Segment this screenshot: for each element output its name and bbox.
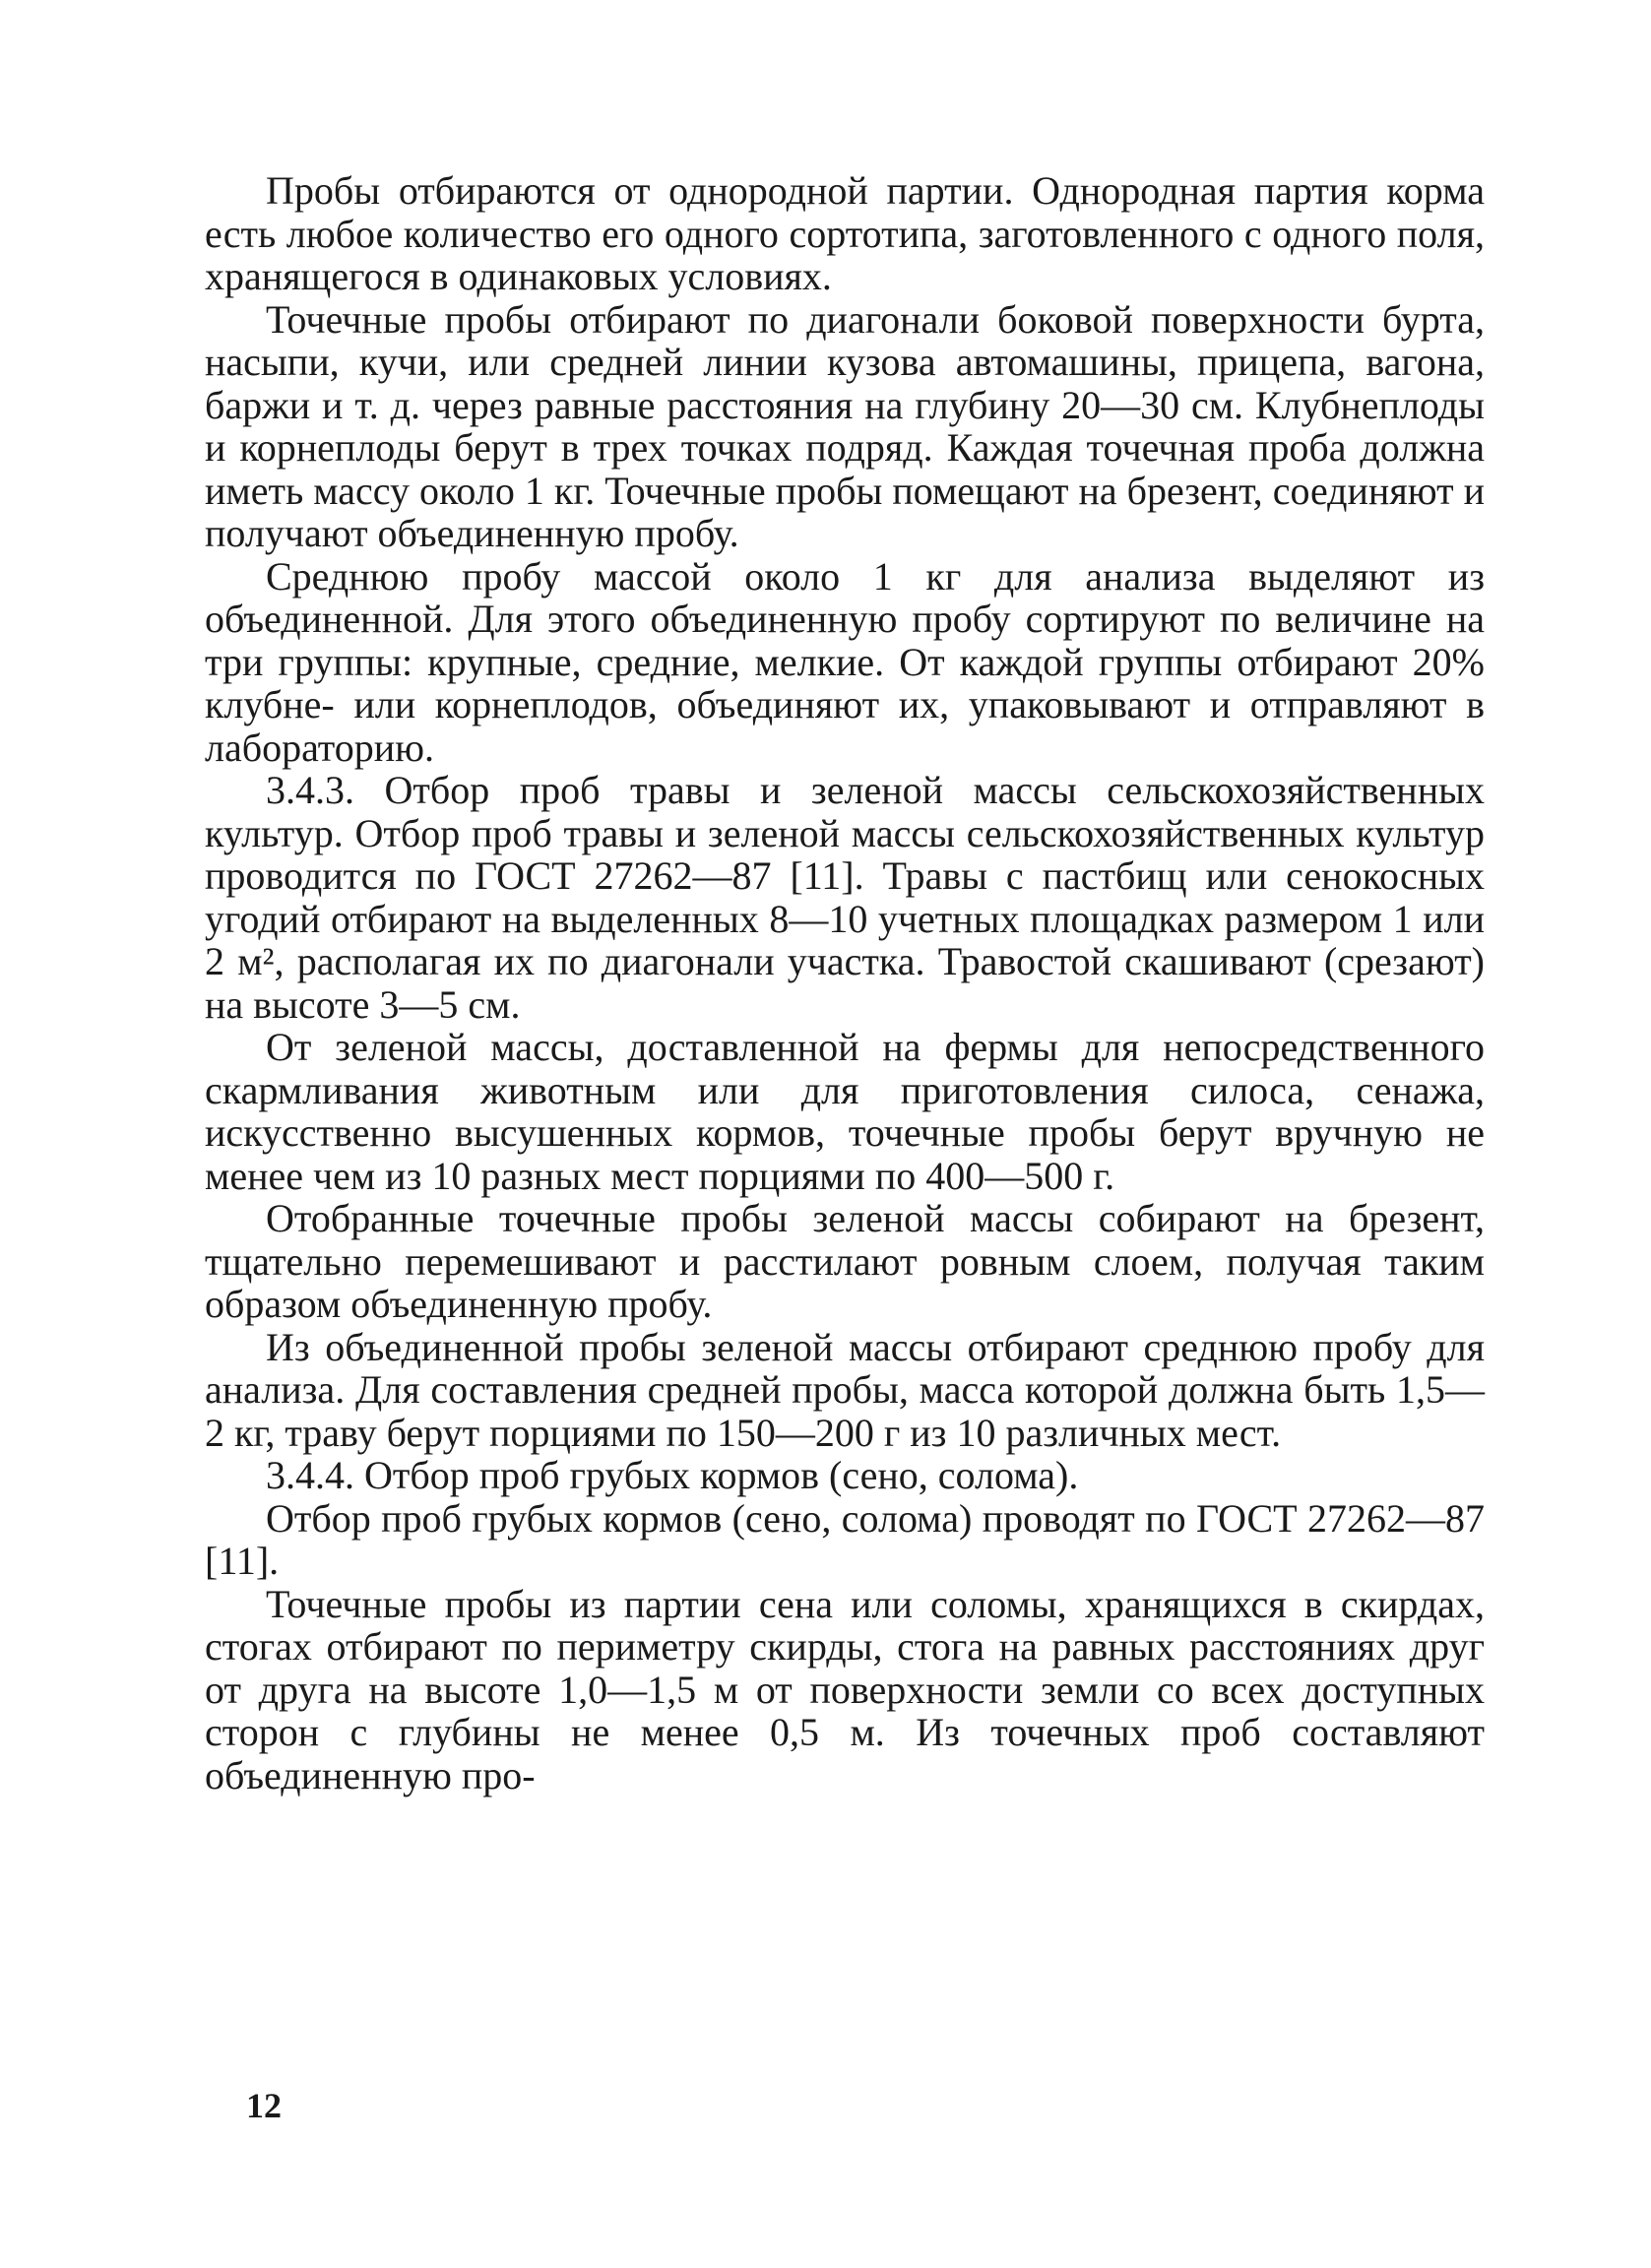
paragraph-section-3-4-4-heading: 3.4.4. Отбор проб грубых кормов (сено, солома). xyxy=(266,1453,1079,1497)
paragraph-point-samples: Точечные пробы отбирают по диагонали боковой поверхности бурта, насыпи, кучи, или средней линии кузова автомашины, прицепа, вагона, баржи и т. д. через равные расстояния на глубину 20—30 см. Клубнеплоды и корнеплоды берут в трех точках подряд. Каждая точечная проба должна иметь массу около 1 кг. Точечные пробы помещают на брезент, соединяют и получают объединенную пробу. xyxy=(205,296,1485,555)
page-number: 12 xyxy=(246,2086,282,2125)
paragraph-uniform-batch: Пробы отбираются от однородной партии. Однородная партия корма есть любое количество его одного сортотипа, заготовленного с одного поля, хранящегося в одинаковых условиях. xyxy=(205,168,1485,298)
paragraph-hay-straw: Точечные пробы из партии сена или соломы, хранящихся в скирдах, стогах отбирают по периметру скирды, стога на равных расстояниях друг от друга на высоте 1,0—1,5 м от поверхности земли со всех доступных сторон с глубины не менее 0,5 м. Из точечных проб составляют объединенную про- xyxy=(205,1581,1485,1797)
paragraph-selected-samples: Отобранные точечные пробы зеленой массы собирают на брезент, тщательно перемешивают и расстилают ровным слоем, получая таким образом объединенную пробу. xyxy=(205,1196,1485,1326)
paragraph-combined-sample: Из объединенной пробы зеленой массы отбирают среднюю пробу для анализа. Для составления средней пробы, масса которой должна быть 1,5—2 кг, траву берут порциями по 150—200 г из 10 различных мест. xyxy=(205,1324,1485,1455)
paragraph-section-3-4-3: 3.4.3. Отбор проб травы и зеленой массы сельскохозяйственных культур. Отбор проб травы и зеленой массы сельскохозяйственных культур проводится по ГОСТ 27262—87 [11]. Травы с пастбищ или сенокосных угодий отбирают на выделенных 8—10 учетных площадках размером 1 или 2 м², располагая их по диагонали участка. Травостой скашивают (срезают) на высоте 3—5 см. xyxy=(205,768,1485,1027)
paragraph-green-mass: От зеленой массы, доставленной на фермы для непосредственного скармливания животным или для приготовления силоса, сенажа, искусственно высушенных кормов, точечные пробы берут вручную не менее чем из 10 разных мест порциями по 400—500 г. xyxy=(205,1025,1485,1198)
paragraph-coarse-feed: Отбор проб грубых кормов (сено, солома) проводят по ГОСТ 27262—87 [11]. xyxy=(205,1495,1485,1583)
paragraph-average-sample: Среднюю пробу массой около 1 кг для анализа выделяют из объединенной. Для этого объединенную пробу сортируют по величине на три группы: крупные, средние, мелкие. От каждой группы отбирают 20% клубне- или корнеплодов, объединяют их, упаковывают и отправляют в лабораторию. xyxy=(205,553,1485,770)
body-text xyxy=(205,169,1485,1796)
